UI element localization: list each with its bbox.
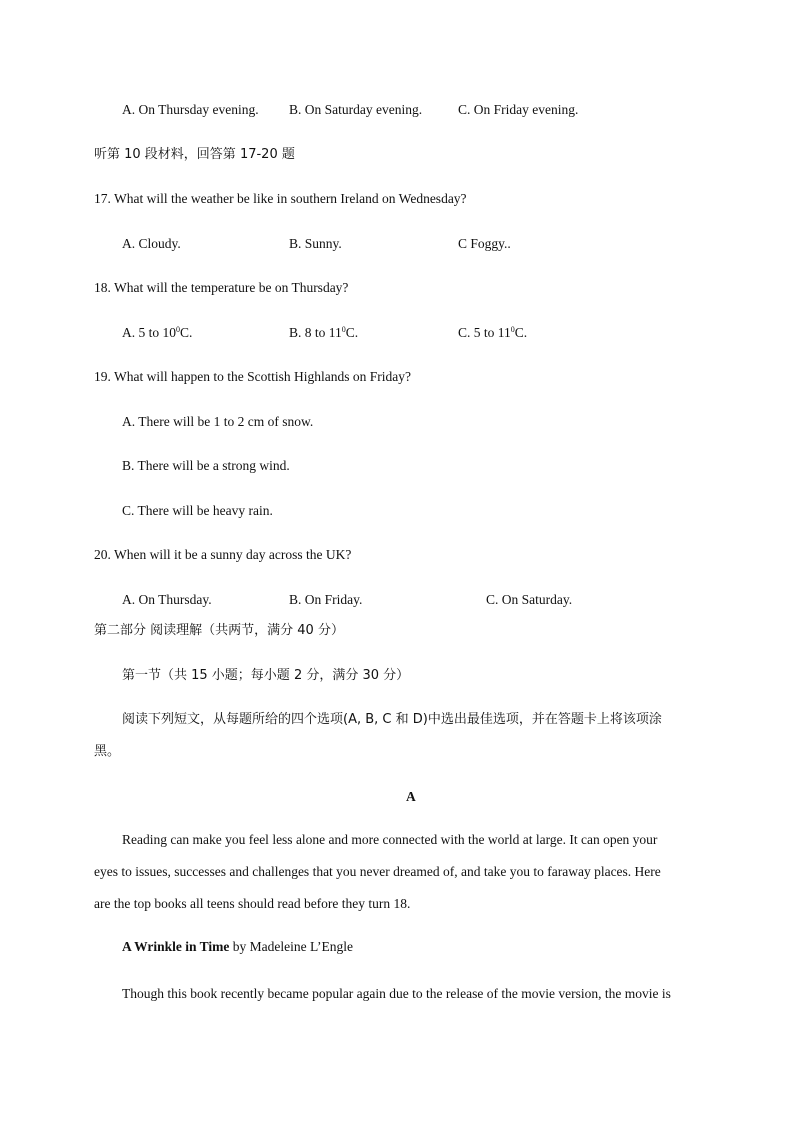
q20-stem: 20. When will it be a sunny day across the UK? xyxy=(94,547,352,562)
q20-option-c: C. On Saturday. xyxy=(486,592,573,607)
q18-option-b: B. 8 to $11^0C$. xyxy=(289,325,359,340)
passage-para1-line1: Reading can make you feel less alone and more connected with the world at large. It can open your xyxy=(122,832,658,847)
section-10-instruction: 听第 10 段材料，回答第 17-20 题 xyxy=(94,147,295,162)
q20-option-a: A. On Thursday. xyxy=(122,592,212,607)
passage-para1-line3: are the top books all teens should read before they turn 18. xyxy=(94,896,411,911)
q17-option-a: A. Cloudy. xyxy=(122,236,181,251)
book-heading xyxy=(122,938,353,956)
q18-option-c: C. 5 to $11^0C$. xyxy=(458,325,528,340)
part-two-heading: 第二部分 阅读理解（共两节，满分 40 分） xyxy=(94,623,344,638)
q17-option-b: B. Sunny. xyxy=(289,236,342,251)
q19-option-b: B. There will be a strong wind. xyxy=(122,458,290,473)
q18-option-a: A. 5 to $10^0C$. xyxy=(122,325,193,340)
q19-option-a: A. There will be 1 to 2 cm of snow. xyxy=(122,414,314,429)
q16-option-a: A. On Thursday evening. xyxy=(122,102,259,117)
q19-option-c: C. There will be heavy rain. xyxy=(122,503,273,518)
passage-label: A xyxy=(406,789,416,804)
reading-instructions-line2: 黑。 xyxy=(94,744,121,759)
q16-option-b: B. On Saturday evening. xyxy=(289,102,423,117)
q17-stem: 17. What will the weather be like in southern Ireland on Wednesday? xyxy=(94,191,467,206)
q20-option-b: B. On Friday. xyxy=(289,592,363,607)
section-one-heading: 第一节（共 15 小题；每小题 2 分，满分 30 分） xyxy=(122,668,410,683)
book-title: A Wrinkle in Time xyxy=(122,939,230,954)
passage-para1-line2: eyes to issues, successes and challenges that you never dreamed of, and take you to faraway places. Here xyxy=(94,864,661,879)
q18-stem: 18. What will the temperature be on Thursday? xyxy=(94,280,349,295)
q19-stem: 19. What will happen to the Scottish Highlands on Friday? xyxy=(94,369,411,384)
reading-instructions-line1: 阅读下列短文，从每题所给的四个选项(A, B, C 和 D)中选出最佳选项，并在答题卡上将该项涂 xyxy=(122,712,662,727)
q17-option-c: C Foggy.. xyxy=(458,236,511,251)
book-author: by Madeleine L’Engle xyxy=(229,939,354,954)
passage-para2-line1: Though this book recently became popular again due to the release of the movie version, the movie is xyxy=(122,986,671,1001)
q16-option-c: C. On Friday evening. xyxy=(458,102,579,117)
